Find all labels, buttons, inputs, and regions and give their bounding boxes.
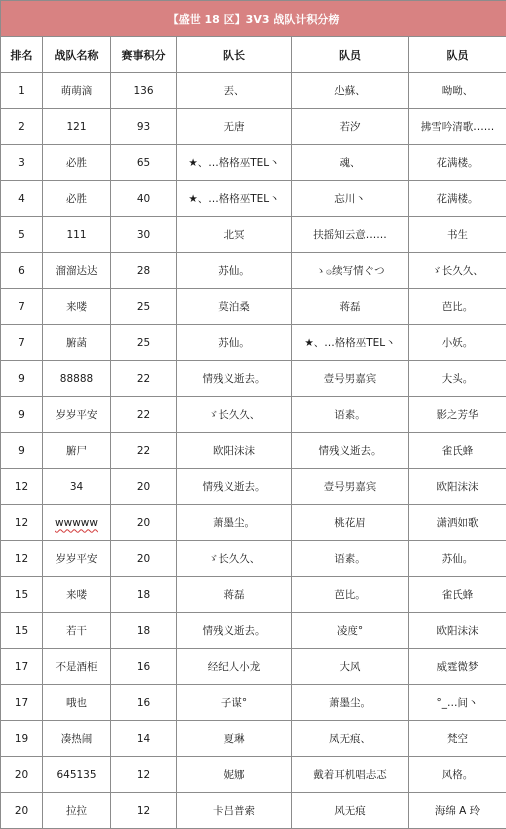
table-row <box>1 721 506 757</box>
member-1-cell: ゝ۞续写情ぐつ <box>292 253 409 289</box>
points-cell: 18 <box>111 613 177 649</box>
rank-cell: 1 <box>1 73 43 109</box>
captain-cell: ★、…格格巫TEL丶 <box>177 181 292 217</box>
rank-cell: 12 <box>1 469 43 505</box>
member-1-cell: 风无痕 <box>292 793 409 829</box>
member-2-cell: 小妖。 <box>409 325 506 361</box>
team-name-cell: 不是酒柜 <box>43 649 111 685</box>
table-row <box>1 433 506 469</box>
points-cell: 28 <box>111 253 177 289</box>
rank-cell: 6 <box>1 253 43 289</box>
member-2-cell: 芭比。 <box>409 289 506 325</box>
header-points: 赛事积分 <box>111 37 177 73</box>
member-1-cell: 凤无痕、 <box>292 721 409 757</box>
captain-cell: ゞ长久久、 <box>177 397 292 433</box>
member-1-cell: 尐蘇、 <box>292 73 409 109</box>
member-2-cell: 欧阳沫沫 <box>409 613 506 649</box>
table-row <box>1 577 506 613</box>
table-row <box>1 541 506 577</box>
member-2-cell: 影之芳华 <box>409 397 506 433</box>
member-2-cell: 拂雪吟清歌…… <box>409 109 506 145</box>
member-2-cell: 雀氏蜂 <box>409 577 506 613</box>
team-name-cell: 若干 <box>43 613 111 649</box>
captain-cell: 情残义逝去。 <box>177 613 292 649</box>
rank-cell: 15 <box>1 577 43 613</box>
points-cell: 12 <box>111 757 177 793</box>
header-team-name: 战队名称 <box>43 37 111 73</box>
captain-cell: 无唐 <box>177 109 292 145</box>
rank-cell: 9 <box>1 361 43 397</box>
table-row <box>1 325 506 361</box>
member-1-cell: 魂、 <box>292 145 409 181</box>
captain-cell: 苏仙。 <box>177 325 292 361</box>
rank-cell: 9 <box>1 433 43 469</box>
rank-cell: 2 <box>1 109 43 145</box>
team-name-cell: 溜溜达达 <box>43 253 111 289</box>
points-cell: 20 <box>111 505 177 541</box>
member-1-cell: 壹号男嘉宾 <box>292 469 409 505</box>
table-row <box>1 397 506 433</box>
points-cell: 16 <box>111 685 177 721</box>
member-2-cell: 海绵 A 玲 <box>409 793 506 829</box>
captain-cell: 萧墨尘。 <box>177 505 292 541</box>
team-name-cell: 岁岁平安 <box>43 397 111 433</box>
points-cell: 22 <box>111 433 177 469</box>
table-row <box>1 109 506 145</box>
rank-cell: 9 <box>1 397 43 433</box>
team-name-cell: 来喽 <box>43 577 111 613</box>
captain-cell: 经纪人小龙 <box>177 649 292 685</box>
points-cell: 22 <box>111 361 177 397</box>
member-1-cell: 蒋磊 <box>292 289 409 325</box>
member-2-cell: 呦呦、 <box>409 73 506 109</box>
rank-cell: 17 <box>1 685 43 721</box>
rank-cell: 17 <box>1 649 43 685</box>
points-cell: 16 <box>111 649 177 685</box>
rank-cell: 7 <box>1 325 43 361</box>
team-name-cell: 必胜 <box>43 145 111 181</box>
rank-cell: 12 <box>1 541 43 577</box>
captain-cell: 卡吕普索 <box>177 793 292 829</box>
header-captain: 队长 <box>177 37 292 73</box>
member-1-cell: 萧墨尘。 <box>292 685 409 721</box>
member-1-cell: 语素。 <box>292 397 409 433</box>
table-row <box>1 181 506 217</box>
rank-cell: 3 <box>1 145 43 181</box>
points-cell: 22 <box>111 397 177 433</box>
member-2-cell: 威霆微梦 <box>409 649 506 685</box>
table-row <box>1 289 506 325</box>
captain-cell: 蒋磊 <box>177 577 292 613</box>
team-name-cell: 凑热闹 <box>43 721 111 757</box>
captain-cell: 情残义逝去。 <box>177 469 292 505</box>
captain-cell: 夏琳 <box>177 721 292 757</box>
table-row <box>1 361 506 397</box>
points-cell: 30 <box>111 217 177 253</box>
member-2-cell: 大头。 <box>409 361 506 397</box>
team-name-cell: 哦也 <box>43 685 111 721</box>
table-row <box>1 793 506 829</box>
member-2-cell: 欧阳沫沫 <box>409 469 506 505</box>
rank-cell: 19 <box>1 721 43 757</box>
member-2-cell: 梵空 <box>409 721 506 757</box>
captain-cell: ゞ长久久、 <box>177 541 292 577</box>
member-1-cell: 语素。 <box>292 541 409 577</box>
member-2-cell: 书生 <box>409 217 506 253</box>
header-rank: 排名 <box>1 37 43 73</box>
captain-cell: 丟、 <box>177 73 292 109</box>
rank-cell: 4 <box>1 181 43 217</box>
team-name-cell: 645135 <box>43 757 111 793</box>
member-1-cell: 壹号男嘉宾 <box>292 361 409 397</box>
table-row <box>1 145 506 181</box>
team-name-cell: 拉拉 <box>43 793 111 829</box>
team-name-cell: 111 <box>43 217 111 253</box>
table-title: 【盛世 18 区】3V3 战队计积分榜 <box>1 1 506 37</box>
member-1-cell: 情残义逝去。 <box>292 433 409 469</box>
rank-cell: 7 <box>1 289 43 325</box>
member-1-cell: 戴着耳机唱忐忑 <box>292 757 409 793</box>
member-2-cell: °_…间丶 <box>409 685 506 721</box>
rank-cell: 20 <box>1 757 43 793</box>
points-cell: 93 <box>111 109 177 145</box>
points-cell: 25 <box>111 325 177 361</box>
member-2-cell: 潇洒如歌 <box>409 505 506 541</box>
team-name-cell: 萌萌滴 <box>43 73 111 109</box>
rank-cell: 5 <box>1 217 43 253</box>
member-1-cell: 忘川丶 <box>292 181 409 217</box>
member-1-cell: 若汐 <box>292 109 409 145</box>
table-row <box>1 757 506 793</box>
points-cell: 25 <box>111 289 177 325</box>
table-row <box>1 469 506 505</box>
header-row <box>1 37 506 73</box>
member-1-cell: 芭比。 <box>292 577 409 613</box>
team-name-cell: 腑尸 <box>43 433 111 469</box>
captain-cell: ★、…格格巫TEL丶 <box>177 145 292 181</box>
team-name-cell: 来喽 <box>43 289 111 325</box>
points-cell: 20 <box>111 469 177 505</box>
team-name-cell: 岁岁平安 <box>43 541 111 577</box>
table-row <box>1 649 506 685</box>
captain-cell: 莫泊桑 <box>177 289 292 325</box>
captain-cell: 欧阳沫沫 <box>177 433 292 469</box>
member-2-cell: ゞ长久久、 <box>409 253 506 289</box>
member-1-cell: ★、…格格巫TEL丶 <box>292 325 409 361</box>
rank-cell: 15 <box>1 613 43 649</box>
team-name-cell: 88888 <box>43 361 111 397</box>
member-2-cell: 风格。 <box>409 757 506 793</box>
captain-cell: 情残义逝去。 <box>177 361 292 397</box>
member-2-cell: 苏仙。 <box>409 541 506 577</box>
header-member-2: 队员 <box>409 37 506 73</box>
captain-cell: 苏仙。 <box>177 253 292 289</box>
table-row <box>1 73 506 109</box>
team-name-cell: wwwww <box>43 505 111 541</box>
points-cell: 12 <box>111 793 177 829</box>
points-cell: 40 <box>111 181 177 217</box>
team-name-cell: 34 <box>43 469 111 505</box>
member-1-cell: 大风 <box>292 649 409 685</box>
member-1-cell: 凌度° <box>292 613 409 649</box>
rank-cell: 12 <box>1 505 43 541</box>
team-name-cell: 121 <box>43 109 111 145</box>
points-cell: 136 <box>111 73 177 109</box>
member-2-cell: 花满楼。 <box>409 145 506 181</box>
table-row <box>1 685 506 721</box>
captain-cell: 子谋° <box>177 685 292 721</box>
table-row <box>1 613 506 649</box>
captain-cell: 北冥 <box>177 217 292 253</box>
member-2-cell: 花满楼。 <box>409 181 506 217</box>
table-row <box>1 217 506 253</box>
rank-cell: 20 <box>1 793 43 829</box>
title-row <box>1 1 506 37</box>
member-1-cell: 扶摇知云意…… <box>292 217 409 253</box>
points-cell: 20 <box>111 541 177 577</box>
table-row <box>1 253 506 289</box>
points-cell: 14 <box>111 721 177 757</box>
points-cell: 18 <box>111 577 177 613</box>
points-cell: 65 <box>111 145 177 181</box>
team-name-cell: 腑菡 <box>43 325 111 361</box>
table-row <box>1 505 506 541</box>
header-member-1: 队员 <box>292 37 409 73</box>
team-name-cell: 必胜 <box>43 181 111 217</box>
member-1-cell: 桃花眉 <box>292 505 409 541</box>
captain-cell: 妮娜 <box>177 757 292 793</box>
member-2-cell: 雀氏蜂 <box>409 433 506 469</box>
